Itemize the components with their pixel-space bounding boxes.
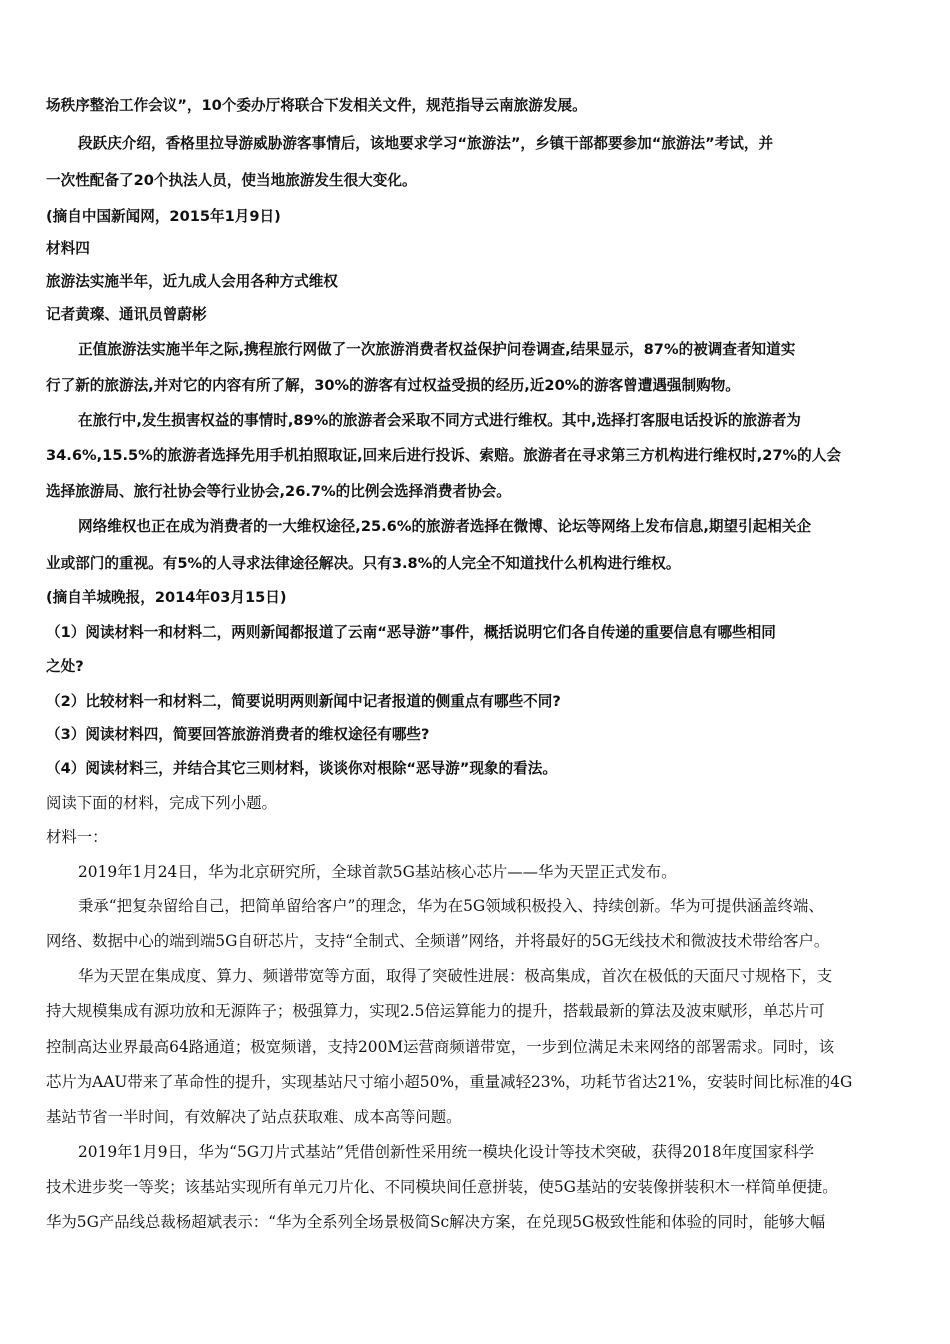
question-2: （2）比较材料一和材料二，简要说明两则新闻中记者报道的侧重点有哪些不同?: [46, 693, 561, 710]
paragraph-line: 秉承“把复杂留给自己，把简单留给客户”的理念，华为在5G领域积极投入、持续创新。华为可提供涵盖终端、: [78, 897, 824, 915]
paragraph-line: 芯片为AAU带来了革命性的提升，实现基站尺寸缩小超50%，重量减轻23%，功耗节省达21%，安装时间比标准的4G: [46, 1073, 853, 1091]
paragraph-line: 一次性配备了20个执法人员，使当地旅游发生很大变化。: [46, 172, 417, 189]
paragraph-line: 持大规模集成有源功放和无源阵子；极强算力，实现2.5倍运算能力的提升，搭载最新的算法及波束赋形，单芯片可: [46, 1002, 825, 1020]
question-4: （4）阅读材料三，并结合其它三则材料，谈谈你对根除“恶导游”现象的看法。: [46, 760, 557, 777]
question-1-continued: 之处?: [46, 658, 84, 675]
paragraph-line: 2019年1月9日，华为“5G刀片式基站”凭借创新性采用统一模块化设计等技术突破，获得2018年度国家科学: [78, 1143, 814, 1161]
paragraph-line: 行了新的旅游法,并对它的内容有所了解，30%的游客有过权益受损的经历,近20%的游客曾遭遇强制购物。: [46, 377, 740, 394]
paragraph-line: 技术进步奖一等奖；该基站实现所有单元刀片化、不同模块间任意拼装，使5G基站的安装像拼装积木一样简单便捷。: [46, 1178, 838, 1196]
paragraph-line: 2019年1月24日，华为北京研究所，全球首款5G基站核心芯片——华为天罡正式发布。: [78, 863, 677, 881]
source-citation: (摘自羊城晚报，2014年03月15日): [46, 589, 287, 606]
article-headline: 旅游法实施半年，近九成人会用各种方式维权: [46, 273, 338, 290]
question-3: （3）阅读材料四，简要回答旅游消费者的维权途径有哪些?: [46, 726, 430, 743]
paragraph-line: 场秩序整治工作会议”，10个委办厅将联合下发相关文件，规范指导云南旅游发展。: [46, 97, 587, 114]
paragraph-line: 34.6%,15.5%的旅游者选择先用手机拍照取证,回来后进行投诉、索赔。旅游者在寻求第三方机构进行维权时,27%的人会: [46, 447, 841, 464]
material-heading: 材料四: [46, 240, 90, 257]
paragraph-line: 在旅行中,发生损害权益的事情时,89%的旅游者会采取不同方式进行维权。其中,选择打客服电话投诉的旅游者为: [78, 412, 801, 429]
paragraph-line: 正值旅游法实施半年之际,携程旅行网做了一次旅游消费者权益保护问卷调查,结果显示，87%的被调查者知道实: [78, 341, 796, 358]
paragraph-line: 业或部门的重视。有5%的人寻求法律途径解决。只有3.8%的人完全不知道找什么机构进行维权。: [46, 555, 681, 572]
material-heading: 材料一：: [46, 828, 108, 846]
paragraph-line: 网络维权也正在成为消费者的一大维权途径,25.6%的旅游者选择在微博、论坛等网络上发布信息,期望引起相关企: [78, 518, 812, 535]
paragraph-line: 段跃庆介绍，香格里拉导游威胁游客事情后，该地要求学习“旅游法”，乡镇干部都要参加“旅游法”考试，并: [78, 135, 774, 152]
paragraph-line: 华为5G产品线总裁杨超斌表示：“华为全系列全场景极简Sc解决方案，在兑现5G极致性能和体验的同时，能够大幅: [46, 1213, 826, 1231]
question-1: （1）阅读材料一和材料二，两则新闻都报道了云南“恶导游”事件，概括说明它们各自传递的重要信息有哪些相同: [46, 624, 776, 641]
paragraph-line: 基站节省一半时间，有效解决了站点获取难、成本高等问题。: [46, 1108, 462, 1126]
paragraph-line: 网络、数据中心的端到端5G自研芯片，支持“全制式、全频谱”网络，并将最好的5G无线技术和微波技术带给客户。: [46, 932, 830, 950]
paragraph-line: 华为天罡在集成度、算力、频谱带宽等方面，取得了突破性进展：极高集成，首次在极低的天面尺寸规格下，支: [78, 967, 833, 985]
instruction-line: 阅读下面的材料，完成下列小题。: [46, 794, 277, 812]
paragraph-line: 控制高达业界最高64路通道；极宽频谱，支持200M运营商频谱带宽，一步到位满足未来网络的部署需求。同时，该: [46, 1038, 835, 1056]
paragraph-line: 选择旅游局、旅行社协会等行业协会,26.7%的比例会选择消费者协会。: [46, 483, 511, 500]
article-byline: 记者黄璨、通讯员曾蔚彬: [46, 306, 207, 323]
source-citation: (摘自中国新闻网，2015年1月9日): [46, 208, 281, 225]
